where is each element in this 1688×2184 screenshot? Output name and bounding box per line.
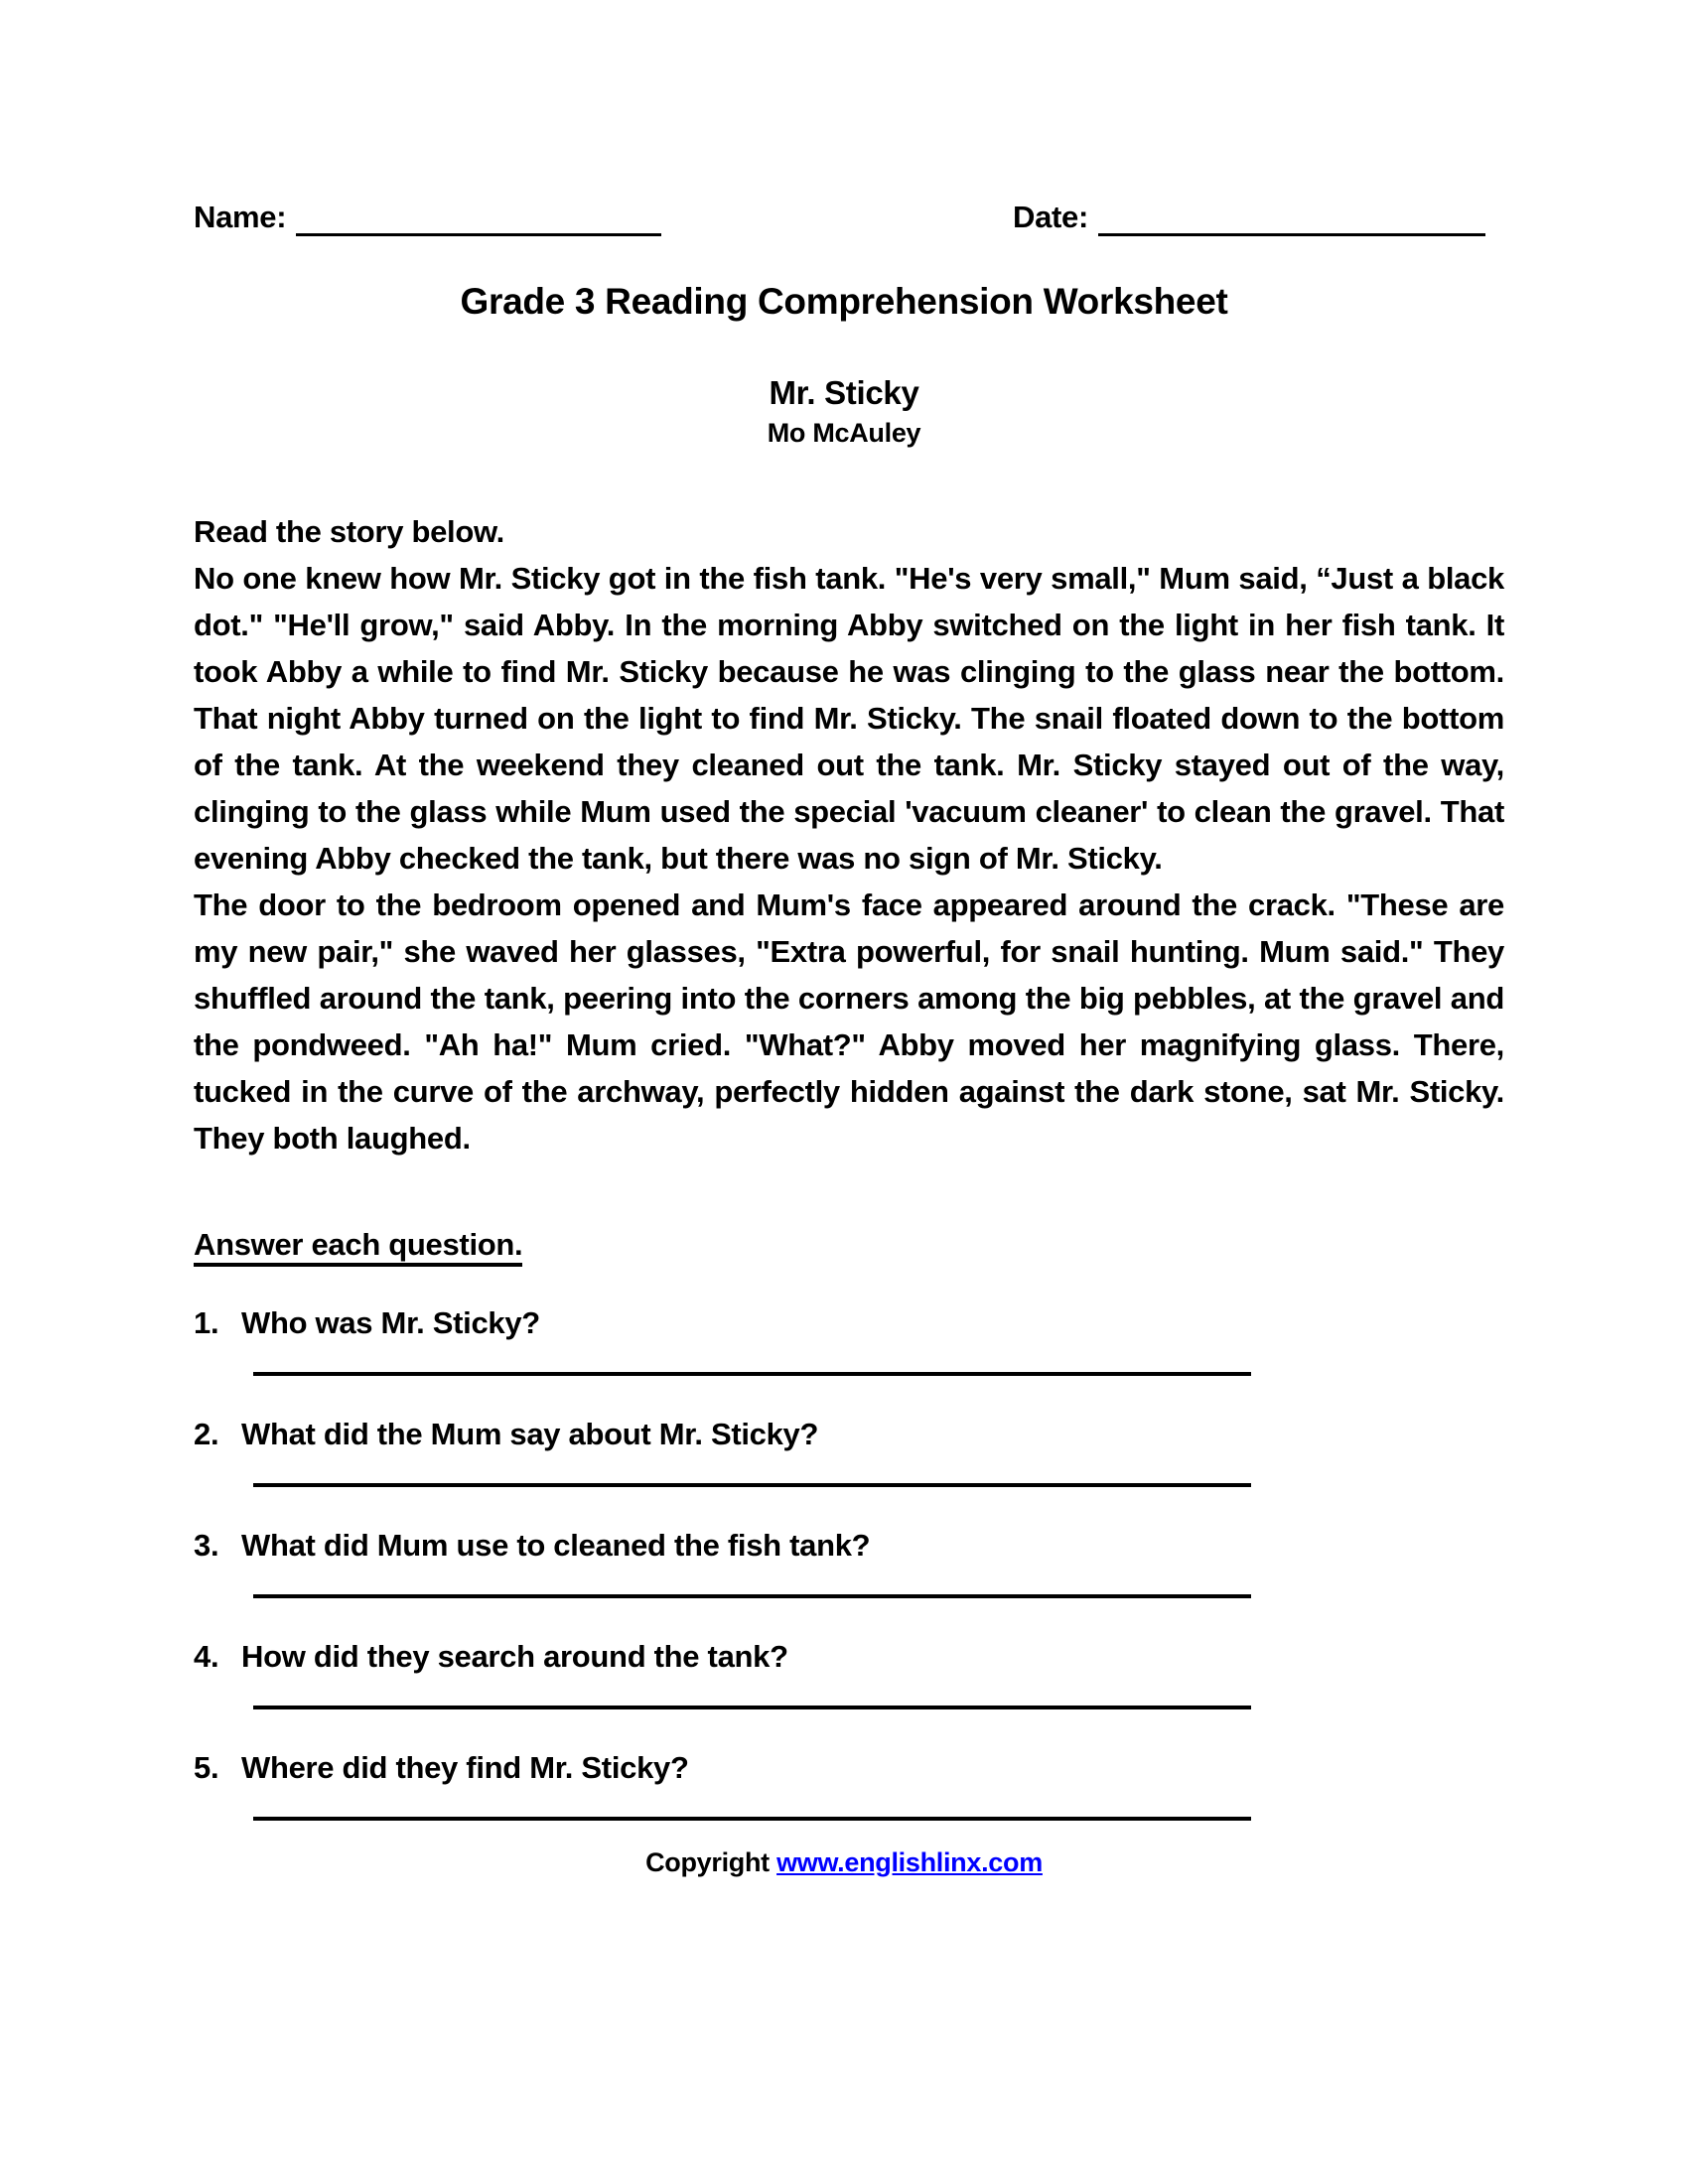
question-text: Where did they find Mr. Sticky? (241, 1750, 689, 1785)
question-row (194, 1744, 1504, 1791)
story-title: Mr. Sticky (769, 374, 919, 411)
question-row (194, 1411, 1504, 1457)
footer (0, 1846, 1688, 1879)
name-label: Name: (194, 200, 287, 234)
question-text: What did the Mum say about Mr. Sticky? (241, 1417, 819, 1451)
story-text (194, 555, 1504, 1161)
answer-blank-line-1 (253, 1372, 1251, 1376)
question-number: 1. (194, 1305, 219, 1340)
answer-blank-line-2 (253, 1483, 1251, 1487)
story-paragraph-1: No one knew how Mr. Sticky got in the fish tank. "He's very small," Mum said, “Just a black dot." "He'll grow," said Abby. In the morning Abby switched on the light in her fish tank. It took Abby a while to find Mr. Sticky because he was clinging to the glass near the bottom. That night Abby turned on the light to find Mr. Sticky. The snail floated down to the bottom of the tank. At the weekend they cleaned out the tank. Mr. Sticky stayed out of the way, clinging to the glass while Mum used the special 'vacuum cleaner' to clean the gravel. That evening Abby checked the tank, but there was no sign of Mr. Sticky. (194, 561, 1504, 876)
question-item-5 (194, 1744, 1504, 1821)
question-number: 4. (194, 1639, 219, 1674)
page-title: Grade 3 Reading Comprehension Worksheet (460, 281, 1228, 322)
question-number: 5. (194, 1750, 219, 1785)
date-field-group (1013, 199, 1485, 236)
question-item-4 (194, 1633, 1504, 1709)
question-row (194, 1522, 1504, 1569)
copyright-label: Copyright (645, 1847, 770, 1877)
answer-blank-line-5 (253, 1817, 1251, 1821)
question-text: Who was Mr. Sticky? (241, 1305, 540, 1340)
date-blank-line (1098, 204, 1485, 236)
answer-instruction (194, 1221, 1504, 1268)
read-instruction: Read the story below. (194, 514, 504, 549)
answer-blank-line-4 (253, 1706, 1251, 1709)
header-row (0, 199, 1688, 236)
question-item-1 (194, 1299, 1504, 1376)
question-item-3 (194, 1522, 1504, 1598)
question-number: 3. (194, 1528, 219, 1563)
question-text: What did Mum use to cleaned the fish tank? (241, 1528, 871, 1563)
question-item-2 (194, 1411, 1504, 1487)
question-text: How did they search around the tank? (241, 1639, 788, 1674)
question-number: 2. (194, 1417, 219, 1451)
story-author: Mo McAuley (767, 418, 921, 448)
name-field-group (194, 199, 661, 236)
questions-list (194, 1299, 1504, 1821)
story-paragraph-2: The door to the bedroom opened and Mum's face appeared around the crack. "These are my new pair," she waved her glasses, "Extra powerful, for snail hunting. Mum said." They shuffled around the tank, peering into the corners among the big pebbles, at the gravel and the pondweed. "Ah ha!" Mum cried. "What?" Abby moved her magnifying glass. There, tucked in the curve of the archway, perfectly hidden against the dark stone, sat Mr. Sticky. They both laughed. (194, 887, 1504, 1156)
question-row (194, 1299, 1504, 1346)
name-blank-line (296, 204, 661, 236)
date-label: Date: (1012, 200, 1088, 234)
answer-blank-line-3 (253, 1594, 1251, 1598)
answer-instruction-text: Answer each question. (194, 1227, 522, 1267)
question-row (194, 1633, 1504, 1680)
copyright-link[interactable]: www.englishlinx.com (776, 1847, 1043, 1877)
